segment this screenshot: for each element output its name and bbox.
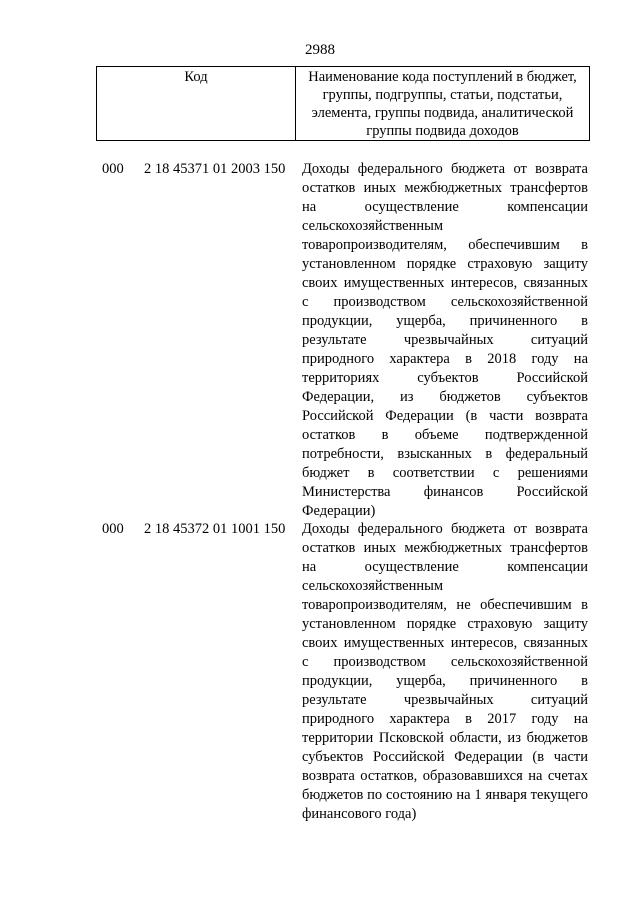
revenue-code-entry: [0, 160, 640, 521]
revenue-code-description: Доходы федерального бюджета от возврата остатков иных межбюджетных трансфертов на осуществление компенсации сельскохозяйственным товаропроизводителям, обеспечившим в установленном порядке страховую защиту своих имущественных интересов, связанных с производством сельскохозяйственной продукции, ущерба, причиненного в результате чрезвычайных ситуаций природного характера в 2018 году на территориях субъектов Российской Федерации, из бюджетов субъектов Российской Федерации (в части возврата остатков в объеме подтвержденной потребности, взысканных в федеральный бюджет в соответствии с решениями Министерства финансов Российской Федерации): [302, 161, 588, 519]
administrator-code: 000: [102, 521, 124, 537]
revenue-code-description: Доходы федерального бюджета от возврата остатков иных межбюджетных трансфертов на осуществление компенсации сельскохозяйственным товаропроизводителям, не обеспечившим в установленном порядке страховую защиту своих имущественных интересов, связанных с производством сельскохозяйственной продукции, ущерба, причиненного в результате чрезвычайных ситуаций природного характера в 2017 году на территории Псковской области, из бюджетов субъектов Российской Федерации (в части возврата остатков, образовавшихся на счетах бюджетов по состоянию на 1 января текущего финансового года): [302, 521, 588, 822]
column-header-table: [96, 66, 590, 141]
revenue-code-entry: [0, 520, 640, 824]
administrator-code: 000: [102, 161, 124, 177]
name-column-header: Наименование кода поступлений в бюджет, группы, подгруппы, статьи, подстатьи, элемента, группы подвида, аналитической группы подвида доходов: [296, 67, 590, 141]
page-number: 2988: [305, 42, 335, 58]
revenue-code-list: [0, 160, 640, 824]
code-column-header: Код: [97, 67, 296, 141]
revenue-code: 2 18 45371 01 2003 150: [144, 161, 286, 177]
revenue-code: 2 18 45372 01 1001 150: [144, 521, 286, 537]
